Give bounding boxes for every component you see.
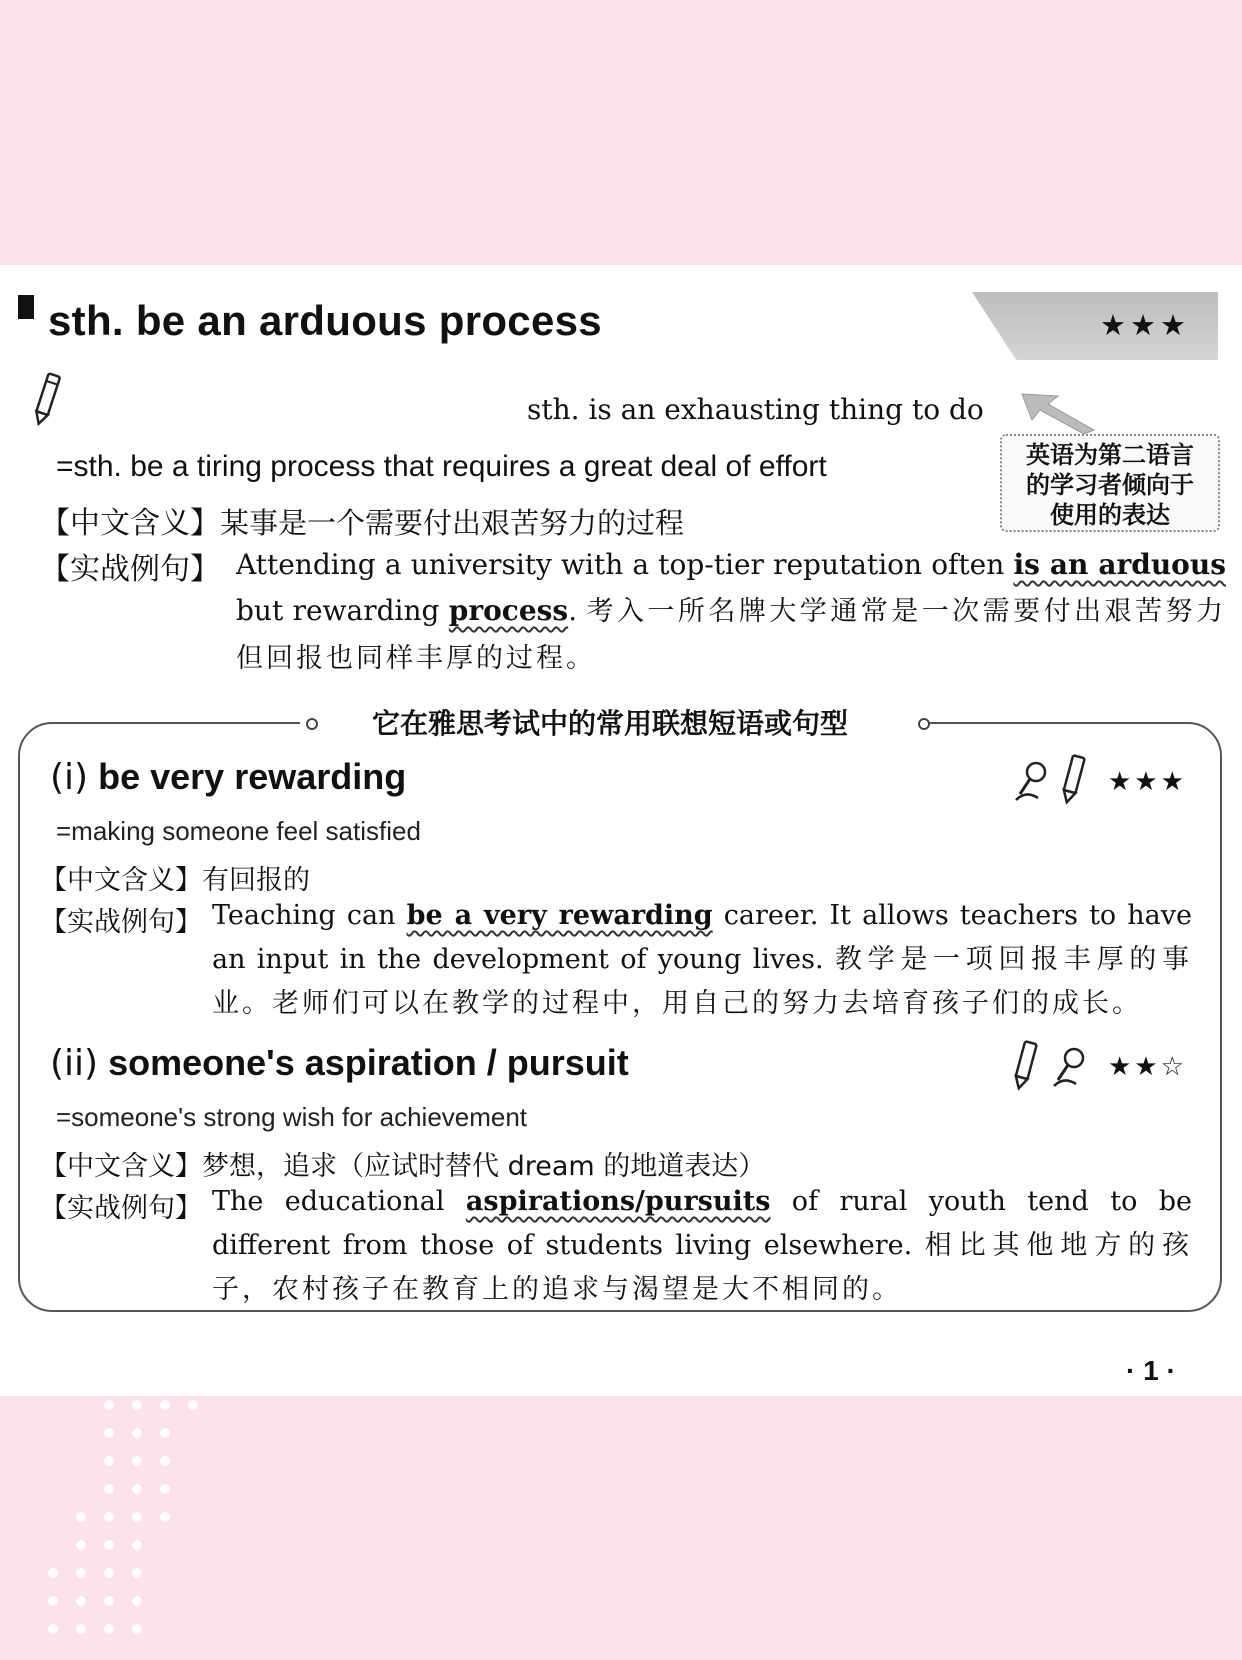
example-sentence: Attending a university with a top-tier reputation often is an arduous but rewarding process. 考入一所名牌大学通常是一次需要付出艰苦努力但回报也同样丰厚的过程。 — [236, 548, 1226, 674]
chinese-meaning-label: 【中文含义】 — [40, 506, 220, 541]
item-example: Teaching can be a very rewarding career. It allows teachers to have an input in the development of young lives. 教学是一项回报丰厚的事业。老师们可以在教学的过程中，用自己的努力去培育孩子们的成长。 — [212, 900, 1193, 1019]
item-definition: =making someone feel satisfied — [56, 816, 421, 846]
highlight-phrase: aspirations/pursuits — [465, 1186, 771, 1217]
item-example-label: 【实战例句】 — [40, 1193, 202, 1224]
arrow-icon — [1018, 390, 1098, 440]
decorative-dots — [40, 1398, 210, 1648]
item-stars: ★★★ — [1108, 767, 1187, 797]
example-translation: 考入一所名牌大学通常是一次需要付出艰苦努力但回报也同样丰厚的过程。 — [236, 596, 1226, 674]
related-title: 它在雅思考试中的常用联想短语或句型 — [371, 707, 848, 740]
entry-title: sth. be an arduous process — [48, 297, 602, 344]
highlight-phrase: be a very rewarding — [406, 900, 713, 931]
speaking-icon — [1050, 1046, 1090, 1092]
item-chinese-meaning: 梦想，追求（应试时替代 dream 的地道表达） — [202, 1151, 766, 1182]
pencil-icon — [30, 368, 64, 428]
writing-icon — [1010, 1038, 1040, 1092]
note-line: 使用的表达 — [1050, 500, 1170, 529]
example-label: 【实战例句】 — [40, 552, 220, 587]
page-number: · 1 · — [1126, 1355, 1176, 1386]
item-example-label: 【实战例句】 — [40, 907, 202, 938]
item-definition: =someone's strong wish for achievement — [56, 1102, 528, 1132]
related-phrase-2: (ii) someone's aspiration / pursuit — [50, 1042, 629, 1084]
highlight-phrase: process — [448, 594, 569, 627]
note-line: 英语为第二语言 — [1026, 440, 1194, 469]
highlight-phrase: is an arduous — [1013, 548, 1226, 581]
item-example: The educational aspirations/pursuits of rural youth tend to be different from those of students living elsewhere. 相比其他地方的孩子，农村孩子在教育上的追求与渴望是大不相同的。 — [212, 1186, 1193, 1305]
circle-ornament — [918, 718, 930, 730]
chinese-meaning: 某事是一个需要付出艰苦努力的过程 — [220, 506, 685, 540]
item-example-translation: 相比其他地方的孩子，农村孩子在教育上的追求与渴望是大不相同的。 — [212, 1230, 1193, 1305]
english-definition: =sth. be a tiring process that requires a great deal of effort — [56, 450, 827, 483]
related-title-wrap — [300, 705, 920, 743]
related-phrase-1: (i) be very rewarding — [50, 756, 407, 798]
writing-icon — [1058, 752, 1088, 806]
item-chinese-row: 【中文含义】有回报的 — [40, 865, 310, 896]
speaking-icon — [1012, 760, 1052, 806]
item-chinese-row: 【中文含义】梦想，追求（应试时替代 dream 的地道表达） — [40, 1151, 766, 1182]
item-stars: ★★☆ — [1108, 1052, 1187, 1082]
difficulty-stars: ★★★ — [1100, 308, 1190, 342]
item-chinese-meaning: 有回报的 — [202, 865, 310, 896]
note-box — [1000, 434, 1220, 532]
chinese-meaning-row — [40, 498, 684, 542]
note-line: 的学习者倾向于 — [1026, 470, 1194, 499]
meaning-english: sth. is an exhausting thing to do — [527, 393, 984, 426]
circle-ornament — [306, 718, 318, 730]
heading-bullet — [18, 295, 34, 319]
item-example-translation: 教学是一项回报丰厚的事业。老师们可以在教学的过程中，用自己的努力去培育孩子们的成长。 — [212, 944, 1193, 1019]
